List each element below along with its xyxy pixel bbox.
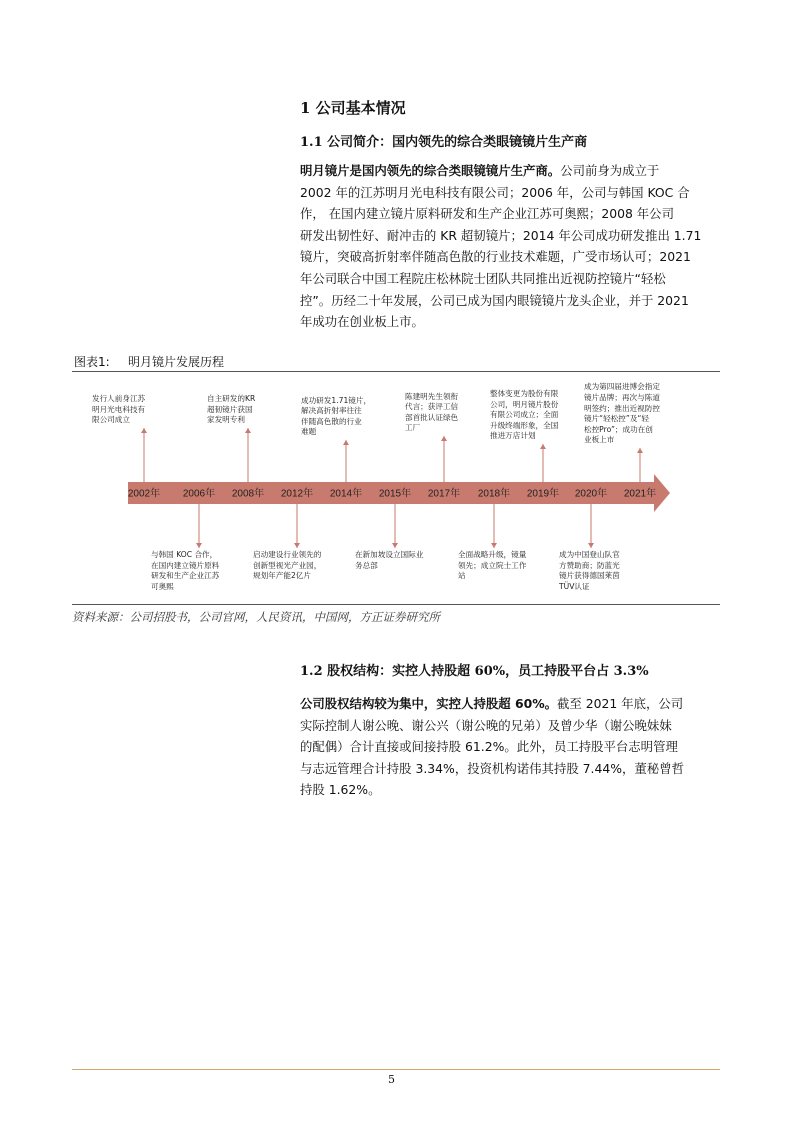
timeline-connector-arrowhead xyxy=(540,444,546,449)
subsection-title-1-2: 1.2 股权结构：实控人持股超 60%，员工持股平台占 3.3% xyxy=(300,664,649,679)
timeline-connector-arrowhead xyxy=(588,543,594,548)
paragraph-line: 与志远管理合计持股 3.34%，投资机构诺伟其持股 7.44%，董秘曾哲 xyxy=(300,760,684,776)
footer-rule xyxy=(72,1069,720,1070)
timeline-event-line: 镜片“轻松控”及“轻 xyxy=(584,414,649,424)
timeline-event-line: TÜV认证 xyxy=(559,581,590,591)
paragraph-line: 实际控制人谢公晚、谢公兴（谢公晚的兄弟）及曾少华（谢公晚妹妹 xyxy=(300,717,672,733)
timeline-event-2008 xyxy=(207,394,255,426)
timeline-event-2021 xyxy=(584,382,660,446)
timeline-event-line: 可奥熙 xyxy=(151,581,174,591)
paragraph-line: 持股 1.62%。 xyxy=(300,782,381,798)
lead-sentence: 明月镜片是国内领先的综合类眼镜镜片生产商。 xyxy=(300,163,561,178)
timeline-event-line: 全面战略升级，镜量 xyxy=(458,550,527,559)
timeline-event-line: 发行人前身江苏 xyxy=(92,394,146,404)
timeline-event-line: 站 xyxy=(458,571,466,581)
timeline-connector-arrowhead xyxy=(343,440,349,445)
timeline-event-2014 xyxy=(301,396,371,438)
paragraph-line: 年公司联合中国工程院庄松林院士团队共同推出近视防控镜片“轻松 xyxy=(300,270,666,286)
timeline-year-label: 2012年 xyxy=(280,488,314,500)
timeline-event-line: 超韧镜片获国 xyxy=(207,404,253,414)
timeline-event-line: 推进万店计划 xyxy=(490,431,536,441)
timeline-event-line: 创新型视光产业园， xyxy=(253,560,322,570)
timeline-event-2018 xyxy=(458,550,526,582)
timeline-event-line: 明签约；推出近视防控 xyxy=(584,403,660,413)
timeline-event-line: 陈建明先生领衔 xyxy=(405,391,459,401)
figure-title-row xyxy=(72,352,720,372)
paragraph-line xyxy=(300,693,720,715)
timeline-year-label: 2021年 xyxy=(623,488,657,500)
timeline-year-label: 2014年 xyxy=(329,488,363,500)
timeline-event-line: 松控Pro”；成功在创 xyxy=(584,424,653,434)
timeline-event-line: 升级终端形象，全国 xyxy=(490,420,559,430)
timeline-event-2012 xyxy=(253,550,321,582)
timeline-connector-arrowhead xyxy=(245,428,251,433)
timeline-event-line: 成为中国登山队官 xyxy=(559,550,620,559)
timeline-event-2015 xyxy=(355,550,423,571)
timeline-event-line: 启动建设行业领先的 xyxy=(253,550,322,559)
timeline-event-line: 解决高折射率往往 xyxy=(301,406,362,416)
timeline-event-line: 公司，明月镜片股份 xyxy=(490,399,559,409)
figure-label: 图表1: xyxy=(74,355,110,369)
timeline-event-line: 与韩国 KOC 合作， xyxy=(151,550,218,559)
paragraph-company-intro xyxy=(300,160,720,333)
timeline-event-2002 xyxy=(92,394,145,426)
timeline-event-line: 在国内建立镜片原料 xyxy=(151,560,220,570)
timeline-event-line: 代言；获评工信 xyxy=(405,402,459,412)
timeline-event-line: 成功研发1.71镜片， xyxy=(301,395,372,405)
line-text: 截至 2021 年底，公司 xyxy=(557,696,684,711)
timeline-year-label: 2008年 xyxy=(231,488,265,500)
paragraph-line: 的配偶）合计直接或间接持股 61.2%。此外，员工持股平台志明管理 xyxy=(300,739,678,755)
timeline-event-line: 家发明专利 xyxy=(207,415,245,425)
timeline-event-line: 明月光电科技有 xyxy=(92,404,146,414)
timeline-year-label: 2002年 xyxy=(127,488,161,500)
timeline-event-line: 部首批认证绿色 xyxy=(405,412,459,422)
page-number: 5 xyxy=(388,1073,395,1086)
paragraph-line: 年成功在创业板上市。 xyxy=(300,314,424,330)
timeline-event-line: 方赞助商；防蓝光 xyxy=(559,560,620,570)
timeline-event-line: 规划年产能2亿片 xyxy=(253,571,311,581)
paragraph-line: 作， 在国内建立镜片原料研发和生产企业江苏可奥熙；2008 年公司 xyxy=(300,206,674,222)
timeline-event-line: 镜片品牌；再次与陈道 xyxy=(584,393,660,403)
paragraph-line: 2002 年的江苏明月光电科技有限公司；2006 年，公司与韩国 KOC 合 xyxy=(300,184,690,200)
timeline-event-line: 镜片获得德国莱茵 xyxy=(559,571,620,581)
figure-bottom-rule xyxy=(72,604,720,605)
timeline-event-line: 限公司成立 xyxy=(92,415,130,425)
timeline-year-label: 2019年 xyxy=(526,488,560,500)
paragraph-equity-structure xyxy=(300,693,720,801)
timeline-event-line: 业板上市 xyxy=(584,435,615,445)
timeline-event-line: 务总部 xyxy=(355,560,378,570)
timeline-connector-arrowhead xyxy=(441,436,447,441)
timeline-connector-arrowhead xyxy=(637,448,643,453)
timeline-year-label: 2018年 xyxy=(477,488,511,500)
timeline-connector-arrowhead xyxy=(491,543,497,548)
timeline-event-line: 整体变更为股份有限 xyxy=(490,389,559,399)
timeline-connector-arrowhead xyxy=(294,543,300,548)
figure-source: 资料来源：公司招股书，公司官网，人民资讯，中国网，方正证券研究所 xyxy=(72,610,440,624)
timeline-event-2017 xyxy=(405,392,458,434)
timeline-connector-arrowhead xyxy=(141,428,147,433)
timeline-year-label: 2020年 xyxy=(574,488,608,500)
paragraph-line: 控”。历经二十年发展，公司已成为国内眼镜镜片龙头企业，并于 2021 xyxy=(300,292,689,308)
figure-title: 明月镜片发展历程 xyxy=(128,355,225,369)
timeline-chart xyxy=(72,372,720,604)
timeline-event-line: 工厂 xyxy=(405,423,421,433)
timeline-year-label: 2017年 xyxy=(427,488,461,500)
line-text: 公司前身为成立于 xyxy=(560,163,660,178)
section-title: 1 公司基本情况 xyxy=(300,99,406,117)
timeline-connector-arrowhead xyxy=(392,543,398,548)
timeline-event-2019 xyxy=(490,389,558,442)
paragraph-line: 研发出韧性好、耐冲击的 KR 超韧镜片；2014 年公司成功研发推出 1.71 xyxy=(300,227,702,243)
timeline-event-line: 有限公司成立；全面 xyxy=(490,410,559,420)
timeline-year-label: 2015年 xyxy=(378,488,412,500)
timeline-event-line: 领先；成立院士工作 xyxy=(458,560,527,570)
timeline-event-line: 成为第四届进博会指定 xyxy=(584,382,660,392)
lead-sentence: 公司股权结构较为集中，实控人持股超 60%。 xyxy=(300,696,558,711)
subsection-title-1-1: 1.1 公司简介：国内领先的综合类眼镜镜片生产商 xyxy=(300,135,588,150)
paragraph-line: 镜片，突破高折射率伴随高色散的行业技术难题，广受市场认可；2021 xyxy=(300,249,691,265)
timeline-event-line: 伴随高色散的行业 xyxy=(301,416,362,426)
timeline-event-line: 研发和生产企业江苏 xyxy=(151,571,220,581)
timeline-event-line: 难题 xyxy=(301,427,317,437)
timeline-event-line: 自主研发的KR xyxy=(207,394,256,404)
timeline-event-2020 xyxy=(559,550,620,592)
timeline-year-label: 2006年 xyxy=(182,488,216,500)
timeline-event-2006 xyxy=(151,550,219,592)
timeline-event-line: 在新加坡设立国际业 xyxy=(355,550,424,559)
paragraph-line xyxy=(300,160,720,182)
timeline-connector-arrowhead xyxy=(196,543,202,548)
